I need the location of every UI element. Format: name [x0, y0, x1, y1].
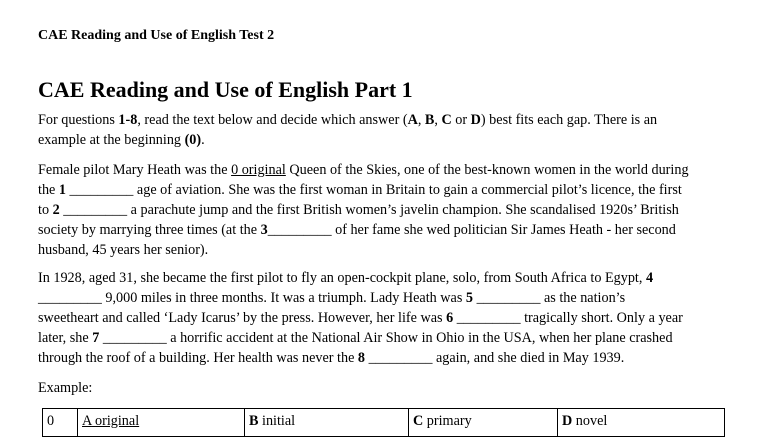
- text-run: ,: [434, 112, 442, 128]
- instructions-paragraph: [38, 110, 750, 150]
- text-run: ) best fits each gap. There is an: [480, 112, 658, 128]
- table-row: [43, 409, 725, 437]
- text-run: sweetheart and called ‘Lady Icarus’ by the press. However, her life was: [38, 310, 447, 326]
- passage-paragraph-1: [38, 160, 750, 260]
- option-word: novel: [575, 413, 608, 429]
- text-line: [38, 110, 750, 130]
- gap-number-3: 3: [260, 222, 268, 238]
- example-marker: (0): [184, 132, 202, 148]
- gap-number-8: 8: [357, 350, 366, 366]
- text-run: .: [201, 132, 205, 148]
- answer-option-a: [82, 413, 139, 429]
- text-run: For questions: [38, 112, 119, 128]
- text-run: _________ as the nation’s: [473, 290, 626, 306]
- example-table: [42, 408, 725, 437]
- text-run: _________ age of aviation. She was the first woman in Britain to gain a commercial pilot’s licence, the first: [65, 182, 682, 198]
- gap-number-6: 6: [446, 310, 454, 326]
- text-run: _________ again, and she died in May 1939.: [365, 350, 625, 366]
- text-run: _________ a horrific accident at the National Air Show in Ohio in the USA, when her plane crashed: [99, 330, 673, 346]
- text-run: Female pilot Mary Heath was the: [38, 162, 232, 178]
- option-letter-d: D: [470, 112, 481, 128]
- option-cell-b: [245, 409, 409, 437]
- option-letter: A: [82, 413, 92, 429]
- text-line: [38, 200, 750, 220]
- option-word: initial: [262, 413, 296, 429]
- text-run: example at the beginning: [38, 132, 185, 148]
- text-line: [38, 130, 750, 150]
- text-run: to: [38, 202, 53, 218]
- option-cell-a: [78, 409, 245, 437]
- gap-number-5: 5: [465, 290, 474, 306]
- option-letter: C: [413, 413, 424, 429]
- text-line: [38, 348, 750, 368]
- text-run: , read the text below and decide which answer (: [137, 112, 408, 128]
- passage-paragraph-2: [38, 268, 750, 368]
- text-run: society by marrying three times (at the: [38, 222, 261, 238]
- text-line: [38, 268, 750, 288]
- question-range: 1-8: [118, 112, 138, 128]
- text-line: [38, 328, 750, 348]
- text-line: [38, 288, 750, 308]
- option-letter: B: [249, 413, 259, 429]
- text-line: husband, 45 years her senior).: [38, 242, 209, 258]
- text-run: _________ a parachute jump and the first British women’s javelin champion. She scandalised 1920s’ British: [59, 202, 679, 218]
- example-label: Example:: [38, 380, 93, 396]
- text-run: later, she: [38, 330, 93, 346]
- text-run: or: [451, 112, 471, 128]
- text-run: ,: [417, 112, 425, 128]
- example-gap: 0 original: [231, 162, 286, 178]
- text-run: Queen of the Skies, one of the best-known women in the world during: [285, 162, 689, 178]
- text-run: the: [38, 182, 59, 198]
- option-cell-d: [558, 409, 725, 437]
- text-line: [38, 220, 750, 240]
- text-run: _________ tragically short. Only a year: [453, 310, 683, 326]
- text-run: _________ 9,000 miles in three months. It was a triumph. Lady Heath was: [38, 290, 466, 306]
- option-word: original: [95, 413, 140, 429]
- option-word: primary: [426, 413, 472, 429]
- gap-number-4: 4: [645, 270, 654, 286]
- option-letter-b: B: [424, 112, 435, 128]
- text-run: through the roof of a building. Her health was never the: [38, 350, 358, 366]
- text-line: [38, 180, 750, 200]
- text-run: _________ of her fame she wed politician Sir James Heath - her second: [267, 222, 676, 238]
- option-letter-a: A: [407, 112, 418, 128]
- text-run: In 1928, aged 31, she became the first pilot to fly an open-cockpit plane, solo, from South Africa to Egypt,: [38, 270, 646, 286]
- gap-number-2: 2: [52, 202, 60, 218]
- text-line: [38, 160, 750, 180]
- part-title: CAE Reading and Use of English Part 1: [38, 77, 413, 102]
- text-line: [38, 308, 750, 328]
- option-letter: D: [562, 413, 573, 429]
- option-letter-c: C: [441, 112, 452, 128]
- gap-number-7: 7: [92, 330, 100, 346]
- option-cell-c: [409, 409, 558, 437]
- gap-number-1: 1: [58, 182, 66, 198]
- document-header: CAE Reading and Use of English Test 2: [38, 28, 275, 43]
- example-number-cell: 0: [43, 409, 78, 437]
